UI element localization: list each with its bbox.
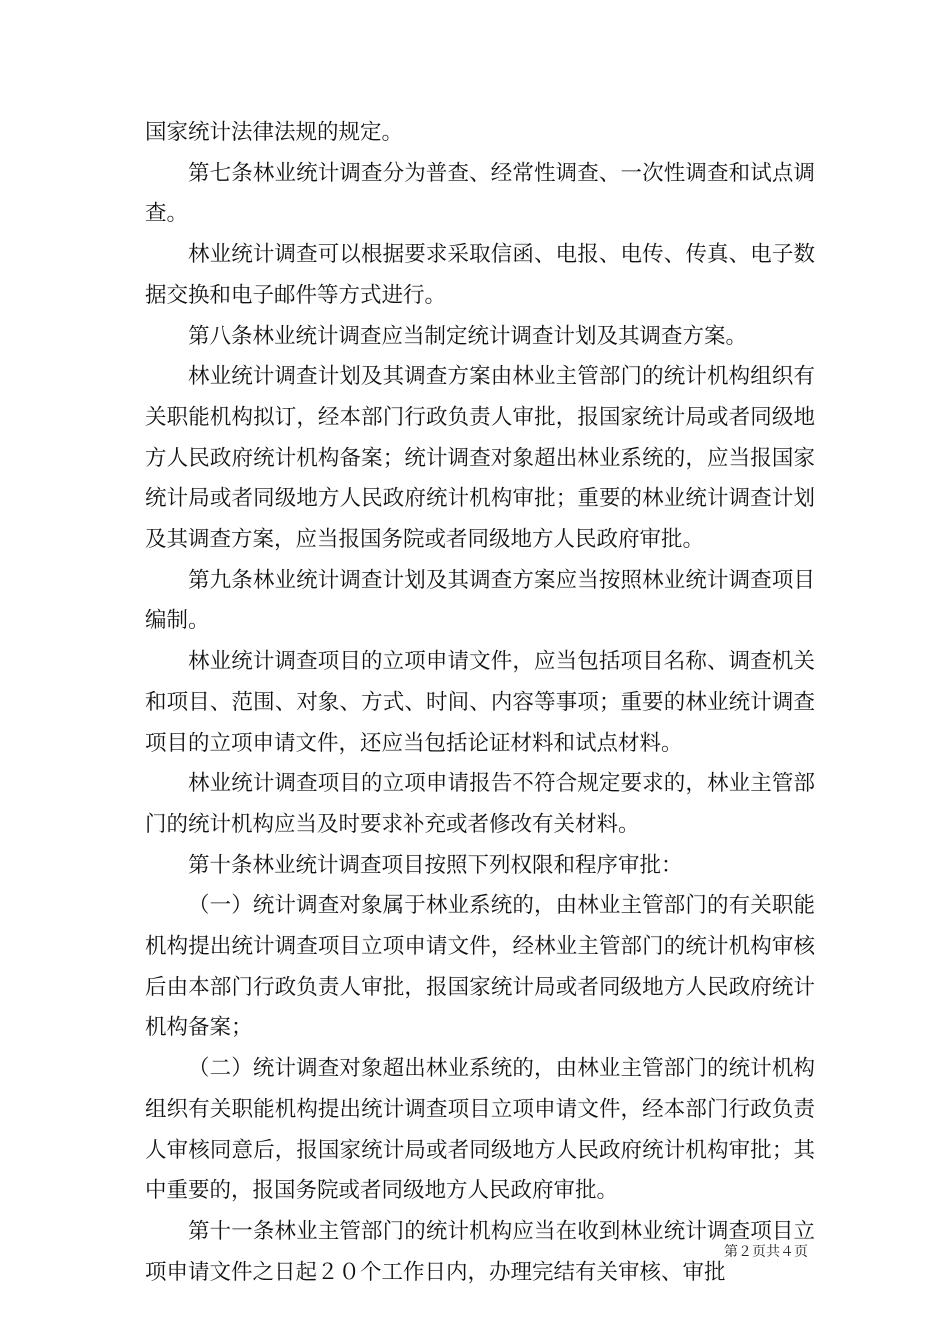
paragraph: 第八条林业统计调查应当制定统计调查计划及其调查方案。 xyxy=(188,323,748,349)
paragraph: 第十条林业统计调查项目按照下列权限和程序审批： xyxy=(188,852,683,878)
document-body xyxy=(145,113,815,1293)
paragraph: 林业统计调查项目的立项申请报告不符合规定要求的，林业主管部门的统计机构应当及时要求补充或者修改有关材料。 xyxy=(145,771,815,837)
paragraph: （一）统计调查对象属于林业系统的，由林业主管部门的有关职能机构提出统计调查项目立项申请文件，经林业主管部门的统计机构审核后由本部门行政负责人审批，报国家统计局或者同级地方人民政府统计机构备案； xyxy=(145,893,815,1041)
paragraph: 第七条林业统计调查分为普查、经常性调查、一次性调查和试点调查。 xyxy=(145,160,815,227)
paragraph: 林业统计调查项目的立项申请文件，应当包括项目名称、调查机关和项目、范围、对象、方式、时间、内容等事项；重要的林业统计调查项目的立项申请文件，还应当包括论证材料和试点材料。 xyxy=(145,649,815,756)
paragraph: 林业统计调查计划及其调查方案由林业主管部门的统计机构组织有关职能机构拟订，经本部门行政负责人审批，报国家统计局或者同级地方人民政府统计机构备案；统计调查对象超出林业系统的，应当报国家统计局或者同级地方人民政府统计机构审批；重要的林业统计调查计划及其调查方案，应当报国务院或者同级地方人民政府审批。 xyxy=(145,364,815,553)
paragraph: 国家统计法律法规的规定。 xyxy=(145,120,404,145)
paragraph: 第九条林业统计调查计划及其调查方案应当按照林业统计调查项目编制。 xyxy=(145,567,815,634)
paragraph: （二）统计调查对象超出林业系统的，由林业主管部门的统计机构组织有关职能机构提出统计调查项目立项申请文件，经本部门行政负责人审核同意后，报国家统计局或者同级地方人民政府统计机构审批；其中重要的，报国务院或者同级地方人民政府审批。 xyxy=(145,1056,815,1204)
paragraph: 林业统计调查可以根据要求采取信函、电报、电传、传真、电子数据交换和电子邮件等方式进行。 xyxy=(145,242,815,308)
page-number-footer: 第２页共４页 xyxy=(724,1244,808,1260)
paragraph: 第十一条林业主管部门的统计机构应当在收到林业统计调查项目立项申请文件之日起２０个工作日内，办理完结有关审核、审批 xyxy=(145,1218,815,1285)
